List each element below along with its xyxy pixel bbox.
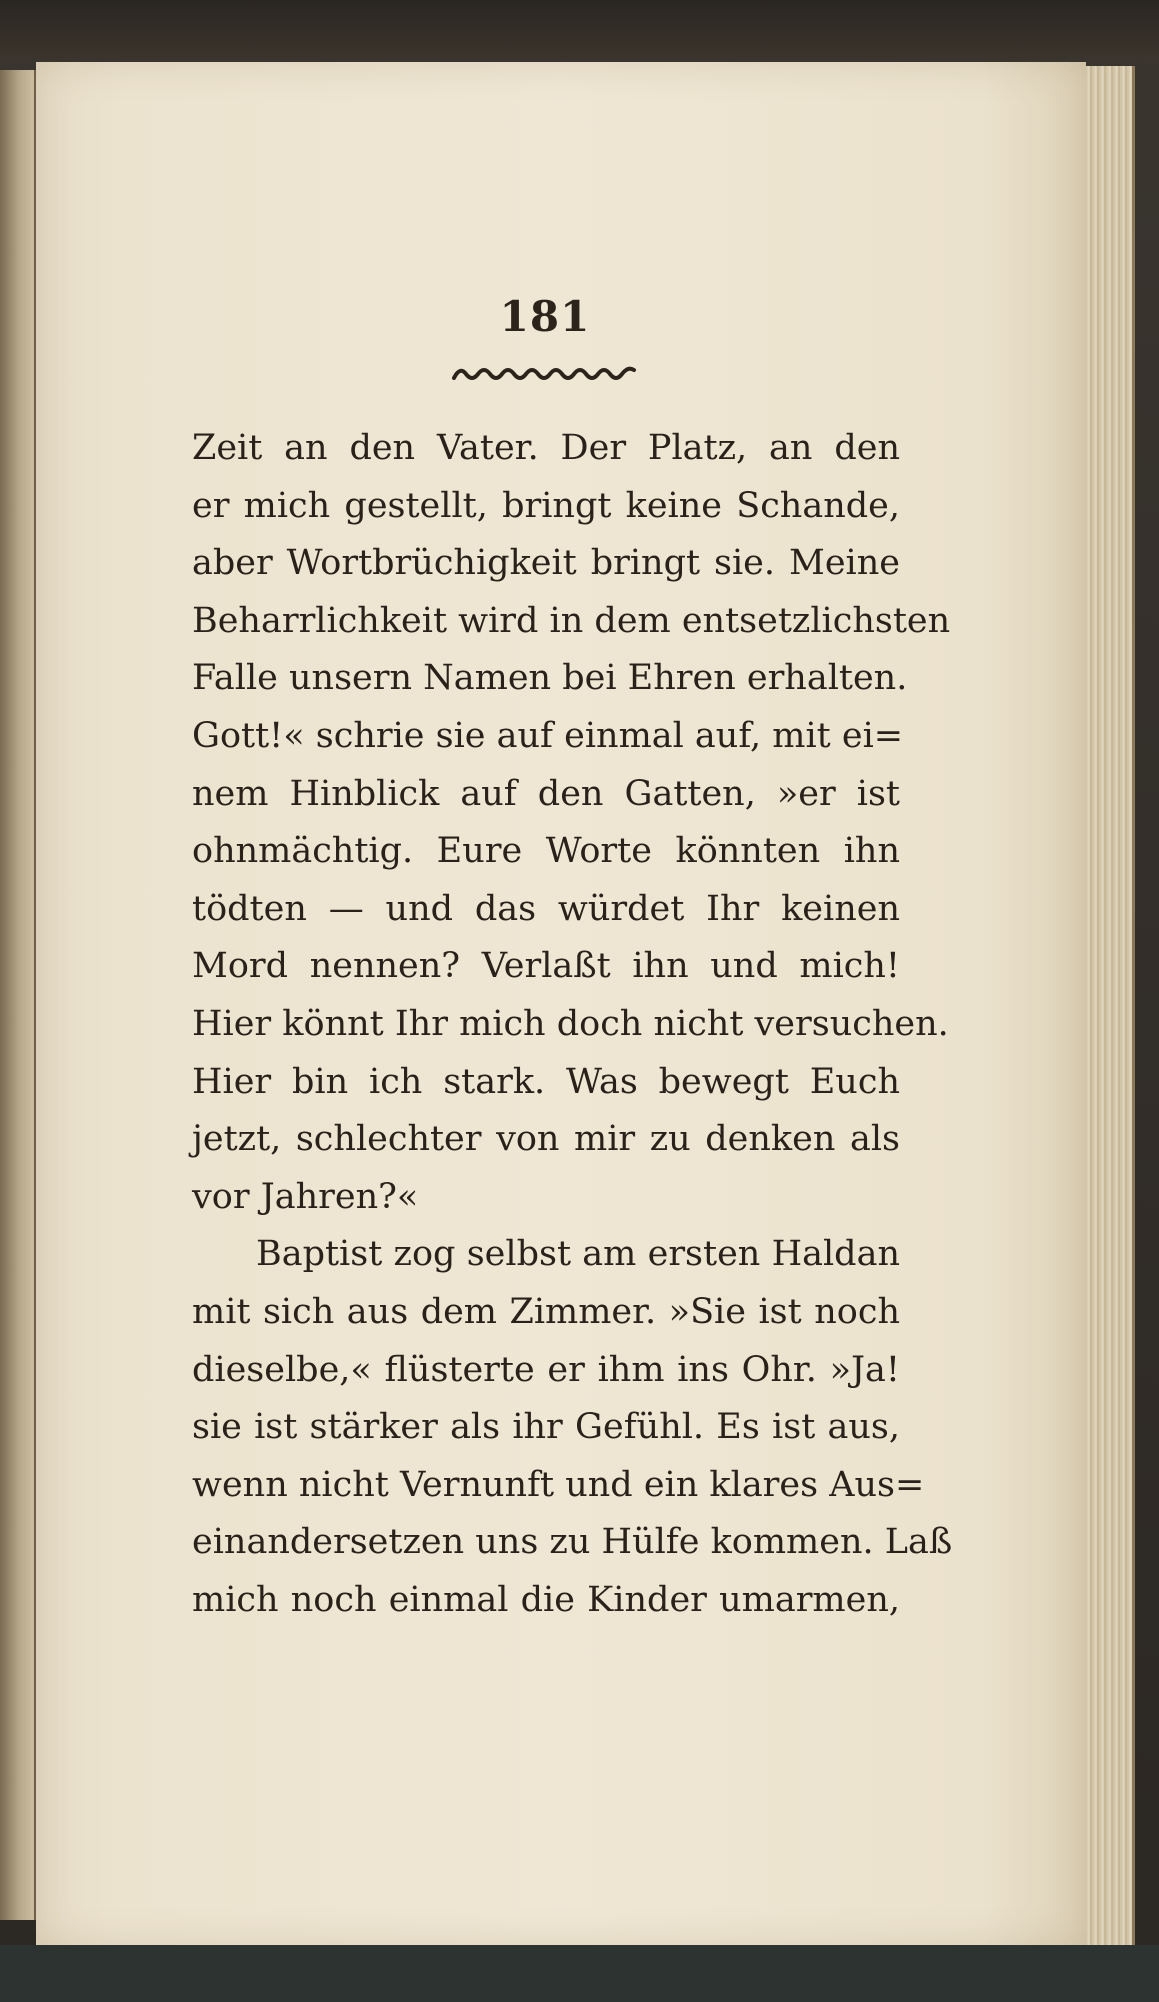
text-line: nem Hinblick auf den Gatten, »er ist (192, 773, 900, 814)
text-line: wenn nicht Vernunft und ein klares Aus= (192, 1464, 925, 1505)
text-line: Hier bin ich stark. Was bewegt Euch (192, 1061, 900, 1102)
text-line: Falle unsern Namen bei Ehren erhalten. (192, 658, 908, 699)
paragraph-2 (192, 1226, 953, 1629)
text-line: Zeit an den Vater. Der Platz, an den (192, 428, 900, 468)
bottom-background-band (0, 1945, 1159, 2002)
text-line: dieselbe,« flüsterte er ihm ins Ohr. »Ja! (192, 1349, 900, 1390)
text-line: mich noch einmal die Kinder umarmen, (192, 1579, 900, 1620)
text-line: Gott!« schrie sie auf einmal auf, mit ei= (192, 715, 904, 756)
text-line: Mord nennen? Verlaßt ihn und mich! (192, 946, 900, 987)
paragraph-1 (192, 420, 951, 1226)
text-line: einandersetzen uns zu Hülfe kommen. Laß (192, 1522, 953, 1563)
text-line: er mich gestellt, bringt keine Schande, (192, 485, 900, 526)
text-line: aber Wortbrüchigkeit bringt sie. Meine (192, 543, 900, 584)
wave-ornament (452, 362, 638, 384)
text-line: Baptist zog selbst am ersten Haldan (256, 1234, 900, 1275)
text-line: tödten — und das würdet Ihr keinen (192, 888, 900, 929)
page-number: 181 (499, 292, 591, 341)
text-line: ohnmächtig. Eure Worte könnten ihn (192, 831, 900, 872)
text-line: sie ist stärker als ihr Gefühl. Es ist aus, (192, 1407, 900, 1448)
text-line: jetzt, schlechter von mir zu denken als (192, 1119, 900, 1160)
text-line: Hier könnt Ihr mich doch nicht versuchen. (192, 1003, 949, 1044)
top-background-band (0, 0, 1159, 58)
body-text (192, 420, 953, 1629)
text-line: Beharrlichkeit wird in dem entsetzlichsten (192, 600, 951, 641)
previous-page-edge (0, 70, 36, 1920)
text-line: vor Jahren?« (192, 1176, 419, 1217)
text-line: mit sich aus dem Zimmer. »Sie ist noch (192, 1291, 900, 1332)
